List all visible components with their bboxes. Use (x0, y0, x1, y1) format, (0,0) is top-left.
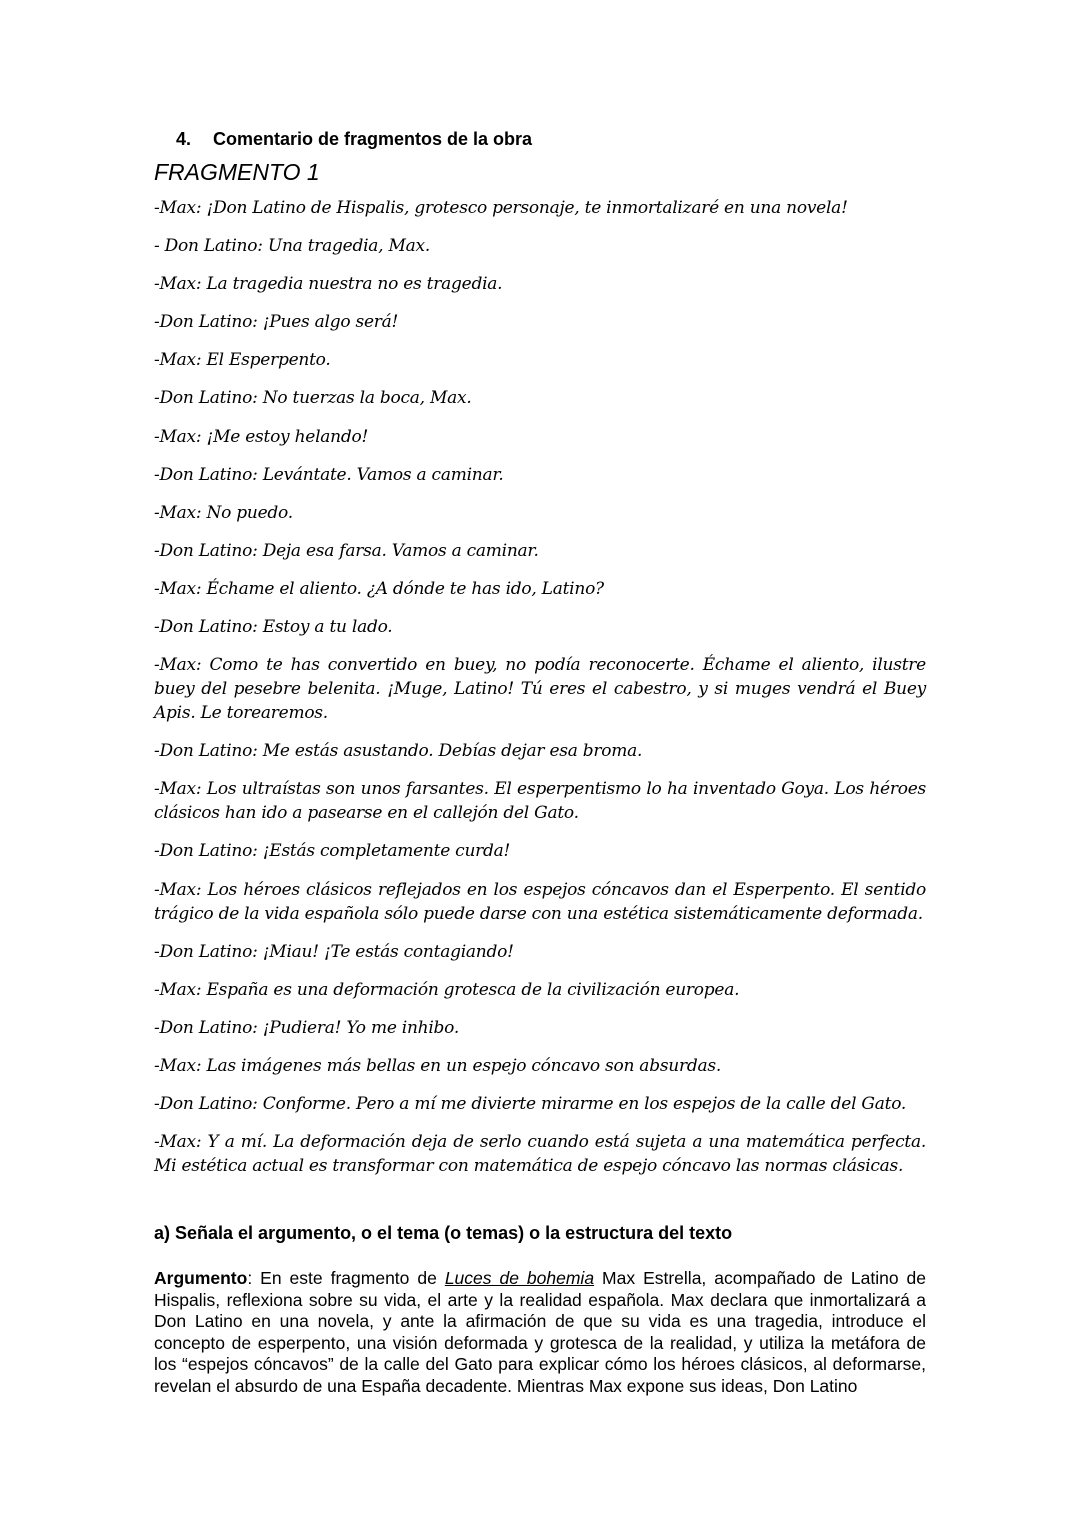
dialogue-line: -Don Latino: Deja esa farsa. Vamos a caminar. (154, 540, 539, 561)
dialogue-line: -Don Latino: Me estás asustando. Debías dejar esa broma. (154, 741, 643, 762)
dialogue-line: -Max: ¡Don Latino de Hispalis, grotesco personaje, te inmortalizaré en una novela! (154, 198, 848, 218)
fragment-title: FRAGMENTO 1 (154, 159, 320, 185)
dialogue-line: -Don Latino: ¡Miau! ¡Te estás contagiando! (154, 941, 514, 962)
dialogue-line: -Max: Los héroes clásicos reflejados en los espejos cóncavos dan el Esperpento. El sentido trágico de la vida española sólo puede darse con una estética sistemáticamente deformada. (154, 879, 926, 924)
dialogue-line: -Max: ¡Me estoy helando! (154, 426, 369, 447)
dialogue-line: -Don Latino: Conforme. Pero a mí me divierte mirarme en los espejos de la calle del Gato. (154, 1093, 907, 1114)
section-number: 4. (176, 129, 192, 149)
dialogue-line: -Don Latino: No tuerzas la boca, Max. (154, 388, 472, 409)
dialogue-line: -Max: Los ultraístas son unos farsantes. El esperpentismo lo ha inventado Goya. Los héroes clásicos han ido a pasearse en el callejón del Gato. (154, 779, 926, 824)
dialogue-line: -Max: Las imágenes más bellas en un espejo cóncavo son absurdas. (154, 1055, 722, 1076)
dialogue-line: -Max: El Esperpento. (154, 350, 331, 371)
section-title: Comentario de fragmentos de la obra (213, 129, 533, 149)
dialogue-line: -Max: Échame el aliento. ¿A dónde te has ido, Latino? (154, 578, 604, 599)
dialogue-line: -Max: España es una deformación grotesca de la civilización europea. (154, 979, 740, 1000)
dialogue-line: -Don Latino: Estoy a tu lado. (154, 617, 393, 638)
dialogue-line: -Max: Y a mí. La deformación deja de serlo cuando está sujeta a una matemática perfecta. Mi estética actual es transformar con matemática de espejo cóncavo las normas clásicas. (154, 1132, 926, 1177)
dialogue-text (154, 196, 926, 1192)
dialogue-line: -Max: La tragedia nuestra no es tragedia. (154, 274, 503, 295)
dialogue-line: -Max: No puedo. (154, 502, 293, 523)
question-heading: a) Señala el argumento, o el tema (o temas) o la estructura del texto (154, 1223, 733, 1243)
answer-label: Argumento (154, 1268, 248, 1288)
dialogue-line: -Don Latino: ¡Pues algo será! (154, 312, 399, 333)
dialogue-line: - Don Latino: Una tragedia, Max. (154, 236, 431, 257)
work-title: Luces de bohemia (444, 1268, 595, 1288)
dialogue-line: -Don Latino: ¡Pudiera! Yo me inhibo. (154, 1017, 460, 1038)
answer-text-1: : En este fragmento de (247, 1268, 445, 1288)
dialogue-line: -Max: Como te has convertido en buey, no podía reconocerte. Échame el aliento, ilustre buey del pesebre belenita. ¡Muge, Latino! Tú eres el cabestro, y si muges vendrá el Buey Apis. Le torearemos. (154, 655, 926, 724)
answer-text-2: Max Estrella, acompañado de Latino de Hispalis, reflexiona sobre su vida, el arte y la realidad española. Max declara que inmortalizará a Don Latino en una novela, y ante la afirmación de que su vida es una tragedia, introduce el concepto de esperpento, una visión deformada y grotesca de la realidad, y utiliza la metáfora de los “espejos cóncavos” de la calle del Gato para explicar cómo los héroes clásicos, al deformarse, revelan el absurdo de una España decadente. Mientras Max expone sus ideas, Don Latino (154, 1268, 926, 1396)
answer-paragraph (154, 1268, 926, 1398)
dialogue-line: -Don Latino: Levántate. Vamos a caminar. (154, 464, 504, 485)
dialogue-line: -Don Latino: ¡Estás completamente curda! (154, 841, 511, 862)
